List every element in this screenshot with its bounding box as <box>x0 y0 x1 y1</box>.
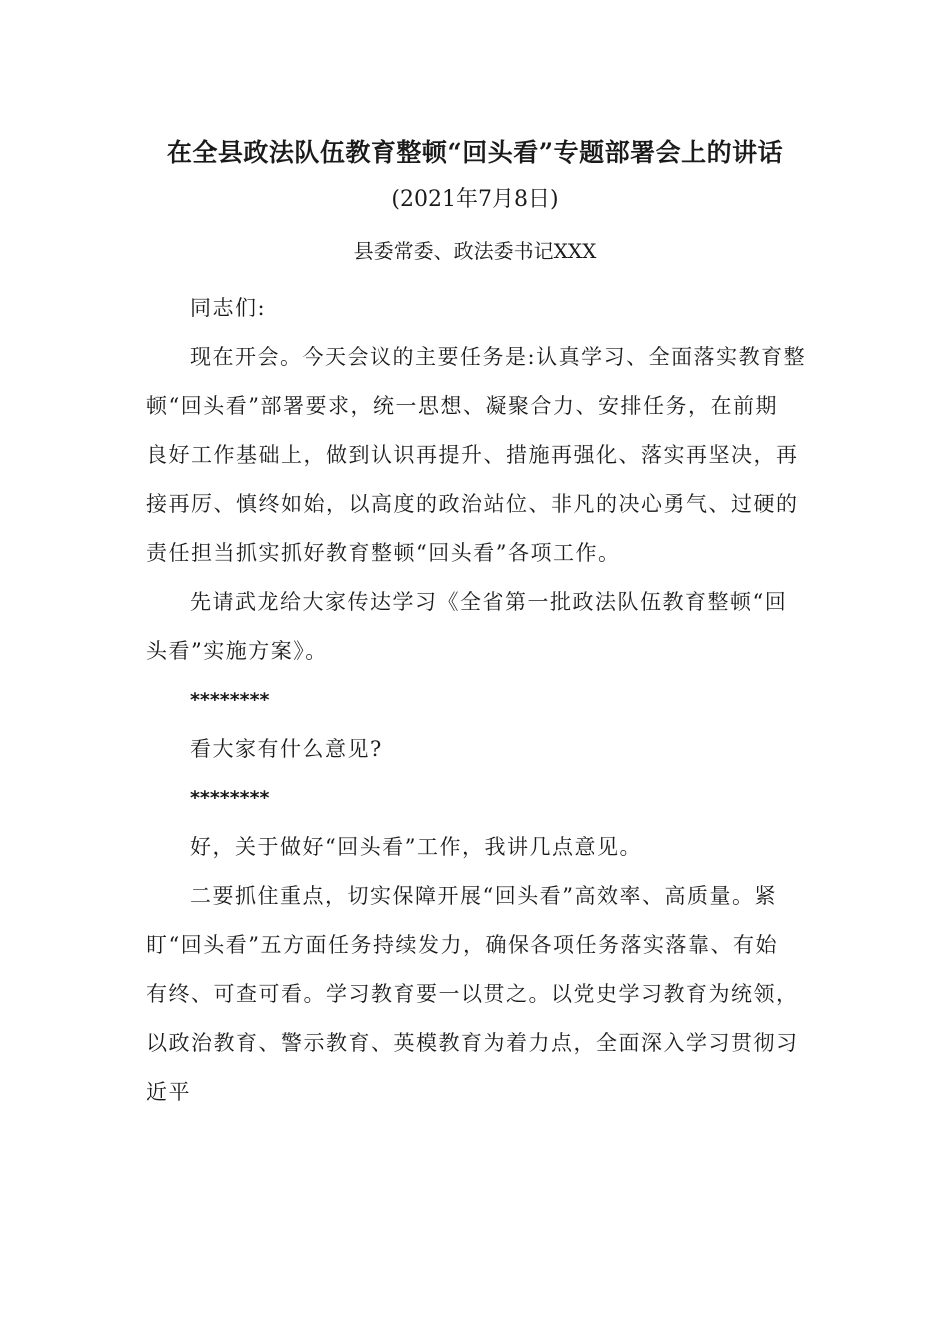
paragraph-line: 近平 <box>146 1080 191 1104</box>
paragraph-line: 盯“回头看”五方面任务持续发力，确保各项任务落实落靠、有始 <box>146 933 778 957</box>
paragraph-opening <box>146 333 811 578</box>
greeting: 同志们: <box>190 296 267 320</box>
paragraph-line: 顿“回头看”部署要求，统一思想、凝聚合力、安排任务，在前期 <box>146 394 778 418</box>
speaker-byline: 县委常委、政法委书记XXX <box>353 239 597 263</box>
paragraph-line: 先请武龙给大家传达学习《全省第一批政法队伍教育整顿“回 <box>190 590 788 614</box>
speech-date: (2021年7月8日) <box>391 187 559 212</box>
paragraph-line: 接再厉、慎终如始，以高度的政治站位、非凡的决心勇气、过硬的 <box>146 492 799 516</box>
paragraph-line: 二要抓住重点，切实保障开展“回头看”高效率、高质量。紧 <box>190 884 777 908</box>
paragraph-line: 现在开会。今天会议的主要任务是:认真学习、全面落实教育整 <box>190 345 807 369</box>
transition-line: 好，关于做好“回头看”工作，我讲几点意见。 <box>190 835 642 859</box>
paragraph-line: 头看”实施方案》。 <box>146 639 328 663</box>
paragraph-briefing <box>146 578 811 676</box>
question-line: 看大家有什么意见? <box>190 737 383 761</box>
document-title: 在全县政法队伍教育整顿“回头看”专题部署会上的讲话 <box>166 138 784 167</box>
paragraph-key-points <box>146 872 811 1117</box>
paragraph-line: 有终、可查可看。学习教育要一以贯之。以党史学习教育为统领， <box>146 982 799 1006</box>
separator-1: ******** <box>190 689 270 711</box>
speech-body <box>146 284 811 1117</box>
separator-2: ******** <box>190 787 270 809</box>
paragraph-line: 责任担当抓实抓好教育整顿“回头看”各项工作。 <box>146 541 621 565</box>
paragraph-line: 良好工作基础上，做到认识再提升、措施再强化、落实再坚决，再 <box>146 443 799 467</box>
paragraph-line: 以政治教育、警示教育、英模教育为着力点，全面深入学习贯彻习 <box>146 1031 799 1055</box>
